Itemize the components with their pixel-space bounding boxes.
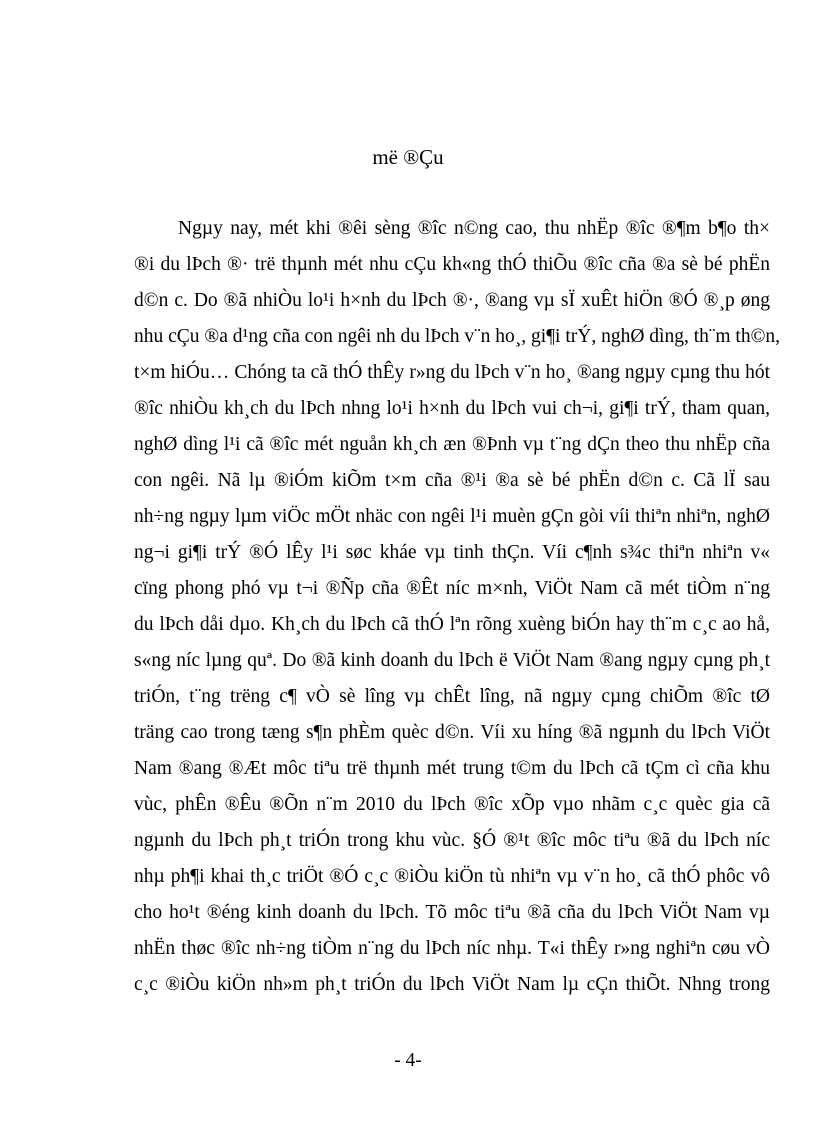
text-line: Nam ®ang ®Æt môc tiªu trë thµnh mét trung t©m du lÞch cã tÇm cì cña khu [134, 758, 770, 779]
text-line: ngµnh du lÞch ph¸t triÓn trong khu vùc. §Ó ®¹t ®îc môc tiªu ®ã du lÞch níc [134, 830, 770, 851]
text-line: nghØ dìng l¹i cã ®îc mét nguån kh¸ch æn ®Þnh vµ t¨ng dÇn theo thu nhËp cña [134, 434, 770, 455]
text-line: träng cao trong tæng s¶n phÈm quèc d©n. Víi xu híng ®ã ngµnh du lÞch ViÖt [134, 722, 770, 743]
text-line: t×m hiÓu… Chóng ta cã thÓ thÊy r»ng du lÞch v¨n ho¸ ®ang ngµy cµng thu hót [134, 362, 770, 383]
text-line: con ngêi. Nã lµ ®iÓm kiÕm t×m cña ®¹i ®a sè bé phËn d©n c. Cã lÏ sau [134, 470, 770, 491]
text-line: ®i du lÞch ®· trë thµnh mét nhu cÇu kh«ng thÓ thiÕu ®îc cña ®a sè bé phËn [134, 254, 770, 275]
text-line: ®îc nhiÒu kh¸ch du lÞch nhng lo¹i h×nh du lÞch vui ch¬i, gi¶i trÝ, tham quan, [134, 398, 770, 419]
text-line: vùc, phÊn ®Êu ®Õn n¨m 2010 du lÞch ®îc xÕp vµo nhãm c¸c quèc gia cã [134, 794, 770, 815]
text-line: nh÷ng ngµy lµm viÖc mÖt nhäc con ngêi l¹i muèn gÇn gòi víi thiªn nhiªn, nghØ [134, 506, 770, 527]
text-line: s«ng níc lµng quª. Do ®ã kinh doanh du lÞch ë ViÖt Nam ®ang ngµy cµng ph¸t [134, 650, 770, 671]
text-line: nhu cÇu ®a d¹ng cña con ngêi nh du lÞch v¨n ho¸, gi¶i trÝ, nghØ dìng, th¨m th©n, [134, 326, 781, 347]
text-line: cho ho¹t ®éng kinh doanh du lÞch. Tõ môc tiªu ®ã cña du lÞch ViÖt Nam vµ [134, 902, 770, 923]
page-title: më ®Çu [372, 145, 444, 169]
text-line: du lÞch dåi dµo. Kh¸ch du lÞch cã thÓ lªn rõng xuèng biÓn hay th¨m c¸c ao hå, [134, 614, 770, 635]
text-line: triÓn, t¨ng trëng c¶ vÒ sè lîng vµ chÊt lîng, nã ngµy cµng chiÕm ®îc tØ [134, 686, 770, 707]
text-line: c¸c ®iÒu kiÖn nh»m ph¸t triÓn du lÞch ViÖt Nam lµ cÇn thiÕt. Nhng trong [134, 974, 770, 995]
text-line: ng¬i gi¶i trÝ ®Ó lÊy l¹i søc kháe vµ tinh thÇn. Víi c¶nh s¾c thiªn nhiªn v« [134, 542, 770, 563]
page-number: - 4- [394, 1050, 422, 1071]
text-line: d©n c. Do ®ã nhiÒu lo¹i h×nh du lÞch ®·, ®ang vµ sÏ xuÊt hiÖn ®Ó ®¸p øng [134, 290, 770, 311]
text-line: nhµ ph¶i khai th¸c triÖt ®Ó c¸c ®iÒu kiÖn tù nhiªn vµ v¨n ho¸ cã thÓ phôc vô [134, 866, 770, 887]
text-line: nhËn thøc ®îc nh÷ng tiÒm n¨ng du lÞch níc nhµ. T«i thÊy r»ng nghiªn cøu vÒ [134, 938, 770, 959]
text-line: cïng phong phó vµ t¬i ®Ñp cña ®Êt níc m×nh, ViÖt Nam cã mét tiÒm n¨ng [134, 578, 770, 599]
text-line: Ngµy nay, mét khi ®êi sèng ®îc n©ng cao, thu nhËp ®îc ®¶m b¶o th× [178, 218, 770, 239]
